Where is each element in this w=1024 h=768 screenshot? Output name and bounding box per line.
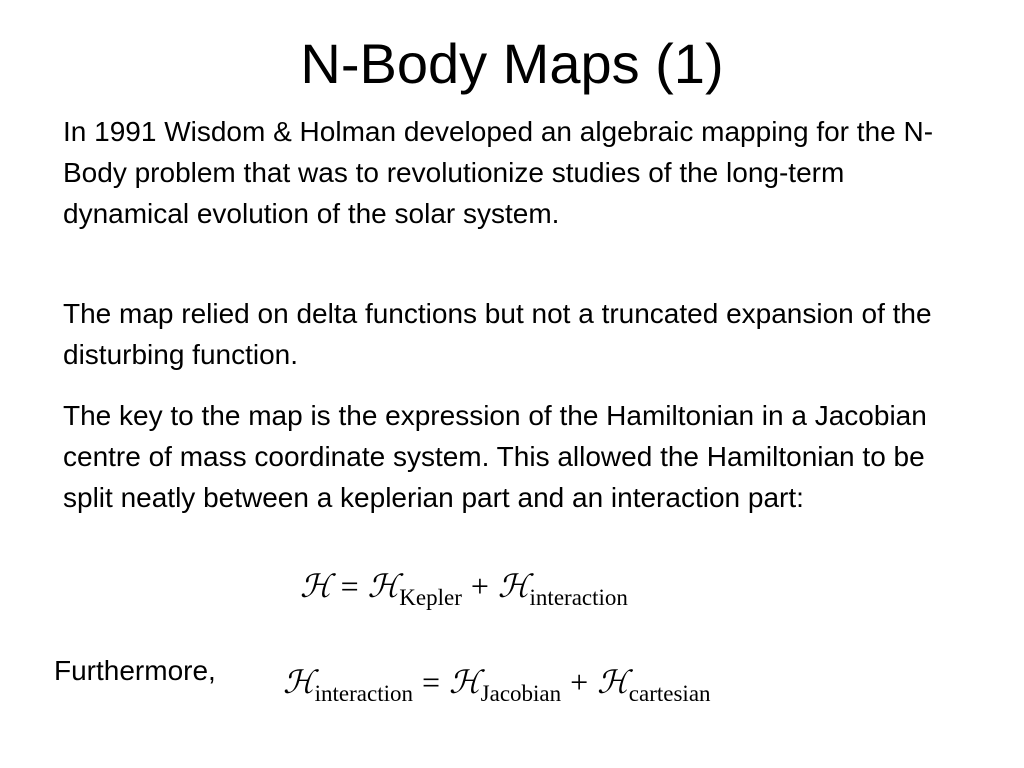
hamiltonian-symbol: ℋ <box>497 567 530 605</box>
hamiltonian-symbol: ℋ <box>367 567 400 605</box>
equals-sign: = <box>421 664 441 700</box>
slide-title: N-Body Maps (1) <box>300 32 724 95</box>
hamiltonian-symbol: ℋ <box>449 663 481 701</box>
plus-sign: + <box>470 568 489 604</box>
plus-sign: + <box>570 664 589 700</box>
subscript-jacobian: Jacobian <box>480 681 562 706</box>
subscript-kepler: Kepler <box>399 585 462 610</box>
equation-hamiltonian-split <box>300 566 628 610</box>
hamiltonian-symbol: ℋ <box>597 663 629 701</box>
equation-interaction-split <box>283 662 711 706</box>
hamiltonian-symbol: ℋ <box>283 663 315 701</box>
furthermore-label: Furthermore, <box>54 655 216 686</box>
hamiltonian-symbol: ℋ <box>300 567 332 605</box>
subscript-cartesian: cartesian <box>628 681 711 706</box>
paragraph-intro: In 1991 Wisdom & Holman developed an algebraic mapping for the N-Body problem that was to revolutionize studies of the long-term dynamical evolution of the solar system. <box>63 116 934 229</box>
subscript-interaction: interaction <box>314 681 413 706</box>
equals-sign: = <box>340 568 359 604</box>
paragraph-hamiltonian: The key to the map is the expression of the Hamiltonian in a Jacobian centre of mass coordinate system. This allowed the Hamiltonian to be split neatly between a keplerian part and an interaction part: <box>63 400 927 513</box>
paragraph-delta-functions: The map relied on delta functions but not a truncated expansion of the disturbing function. <box>63 298 932 370</box>
subscript-interaction: interaction <box>529 585 628 610</box>
